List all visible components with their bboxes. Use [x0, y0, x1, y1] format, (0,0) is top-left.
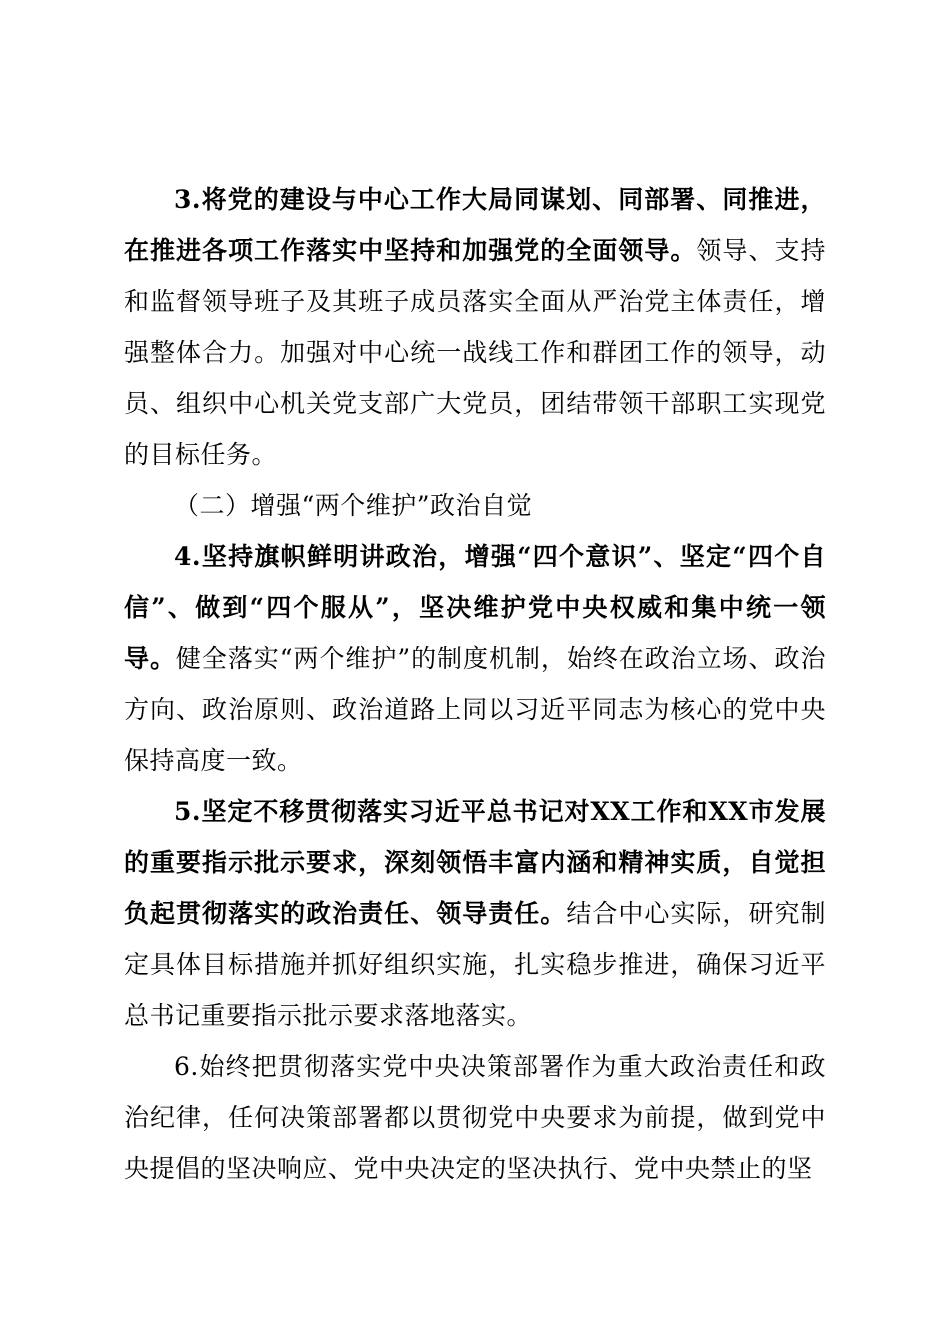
- section-heading-2: （二）增强“两个维护”政治自觉: [174, 491, 533, 520]
- paragraph-4-lead: 4.坚持旗帜鲜明讲政治，增强“四个意识”、坚定“四个自信”、做到“四个服从”，坚决维护党中央权威和集中统一领导。: [124, 542, 826, 673]
- paragraph-3-lead: 3.将党的建设与中心工作大局同谋划、同部署、同推进，在推进各项工作落实中坚持和加强党的全面领导。: [124, 185, 826, 265]
- paragraph-6-body: 6.始终把贯彻落实党中央决策部署作为重大政治责任和政治纪律，任何决策部署都以贯彻党中央要求为前提，做到党中央提倡的坚决响应、党中央决定的坚决执行、党中央禁止的坚: [124, 1052, 826, 1183]
- paragraph-4: [124, 531, 826, 786]
- paragraph-5-lead: 5.坚定不移贯彻落实习近平总书记对XX工作和XX市发展的重要指示批示要求，深刻领悟丰富内涵和精神实质，自觉担负起贯彻落实的政治责任、领导责任。: [124, 797, 826, 928]
- paragraph-5-body: 结合中心实际，研究制定具体目标措施并抓好组织实施，扎实稳步推进，确保习近平总书记重要指示批示要求落地落实。: [124, 899, 826, 1030]
- paragraph-3-body: 领导、支持和监督领导班子及其班子成员落实全面从严治党主体责任，增强整体合力。加强对中心统一战线工作和群团工作的领导，动员、组织中心机关党支部广大党员，团结带领干部职工实现党的目标任务。: [124, 236, 826, 469]
- paragraph-6: [124, 1041, 826, 1194]
- paragraph-4-body: 健全落实“两个维护”的制度机制，始终在政治立场、政治方向、政治原则、政治道路上同以习近平同志为核心的党中央保持高度一致。: [124, 644, 826, 775]
- document-body: [124, 174, 826, 1194]
- paragraph-5: [124, 786, 826, 1041]
- paragraph-3: [124, 174, 826, 480]
